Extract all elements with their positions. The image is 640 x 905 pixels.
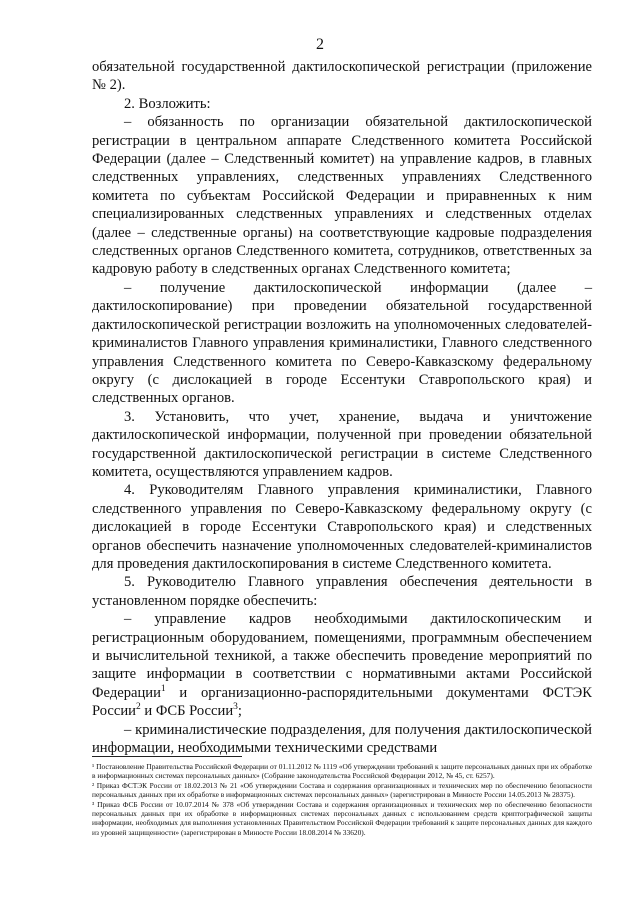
page-number: 2 xyxy=(316,36,324,53)
paragraph-text: ; xyxy=(237,703,242,720)
footnote-1: ¹ Постановление Правительства Российской Федерации от 01.11.2012 № 1119 «Об утверждении требований к защите персональных данных при их обработке в информационных системах персональных данных» (Собрание законодательства Российской Федерации 2012, № 45, ст. 6257). xyxy=(92,762,592,781)
paragraph-dactyloscopy: – получение дактилоскопической информации (далее – дактилоскопирование) при проведении обязательной государственной дактилоскопической регистрации возложить на уполномоченных следователей-криминалистов Главного управления криминалистики, Главного следственного управления Следственного комитета по Северо-Кавказскому федеральному округу (с дислокацией в городе Ессентуки Ставропольского края) и следственных органов. xyxy=(92,279,592,407)
footnote-2: ² Приказ ФСТЭК России от 18.02.2013 № 21 «Об утверждении Состава и содержания организационных и технических мер по обеспечению безопасности персональных данных при их обработке в информационных системах персональных данных» (зарегистрирован в Минюсте России 14.05.2013 № 28375). xyxy=(92,780,592,800)
paragraph-item-4: 4. Руководителям Главного управления криминалистики, Главного следственного управления по Северо-Кавказскому федеральному округу (с дислокацией в городе Ессентуки Ставропольского края) и следственных органов обеспечить назначение уполномоченных следователей-криминалистов для проведения дактилоскопирования в системе Следственного комитета. xyxy=(92,482,592,572)
paragraph-text: и организационно-распорядительными документами ФСТЭК России xyxy=(92,684,592,720)
footnote-ref-3: 3 xyxy=(233,702,238,713)
footnote-3: ³ Приказ ФСБ России от 10.07.2014 № 378 «Об утверждении Состава и содержания организационных и технических мер по обеспечению безопасности персональных данных при их обработке в информационных системах персональных данных с использованием средств криптографической защиты информации, необходимых для выполнения установленных Правительством Российской Федерации требований к защите персональных данных для каждого из уровней защищенности» (зарегистрирован в Минюсте России 18.08.2014 № 33620). xyxy=(92,799,592,837)
footnotes xyxy=(92,762,592,837)
paragraph-continuation: обязательной государственной дактилоскопической регистрации (приложение № 2). xyxy=(92,59,592,94)
paragraph-text: и ФСБ России xyxy=(140,703,234,720)
document-body xyxy=(92,58,592,757)
footnote-ref-2: 2 xyxy=(136,702,141,713)
paragraph-item-2: 2. Возложить: xyxy=(124,95,211,112)
footnote-ref-1: 1 xyxy=(160,683,166,694)
paragraph-hr-equipment xyxy=(92,610,592,720)
footnote-divider xyxy=(92,756,242,757)
paragraph-forensic-units: – криминалистические подразделения, для получения дактилоскопической информации, необходимыми техническими средствами xyxy=(92,721,592,757)
paragraph-item-3: 3. Установить, что учет, хранение, выдача и уничтожение дактилоскопической информации, полученной при проведении обязательной государственной дактилоскопической регистрации в системе Следственного комитета, осуществляются управлением кадров. xyxy=(92,408,592,480)
paragraph-text: – управление кадров необходимыми дактилоскопическим и регистрационным оборудованием, помещениями, программным обеспечением и вычислительной техникой, а также обеспечить проведение мероприятий по защите информации в соответствии с нормативными актами Российской Федерации xyxy=(92,611,592,701)
paragraph-duty-organization: – обязанность по организации обязательной дактилоскопической регистрации в центральном аппарате Следственного комитета Российской Федерации (далее – Следственный комитет) на управление кадров, в главных следственных управлениях, следственных управлениях Следственного комитета по субъектам Российской Федерации и приравненных к ним специализированных следственных управлениях и следственных отделах (далее – следственные органы) на соответствующие кадровые подразделения следственных органов Следственного комитета, сотрудников, ответственных за кадровую работу в следственных органах Следственного комитета; xyxy=(92,114,592,278)
paragraph-item-5: 5. Руководителю Главного управления обеспечения деятельности в установленном порядке обеспечить: xyxy=(92,574,592,609)
